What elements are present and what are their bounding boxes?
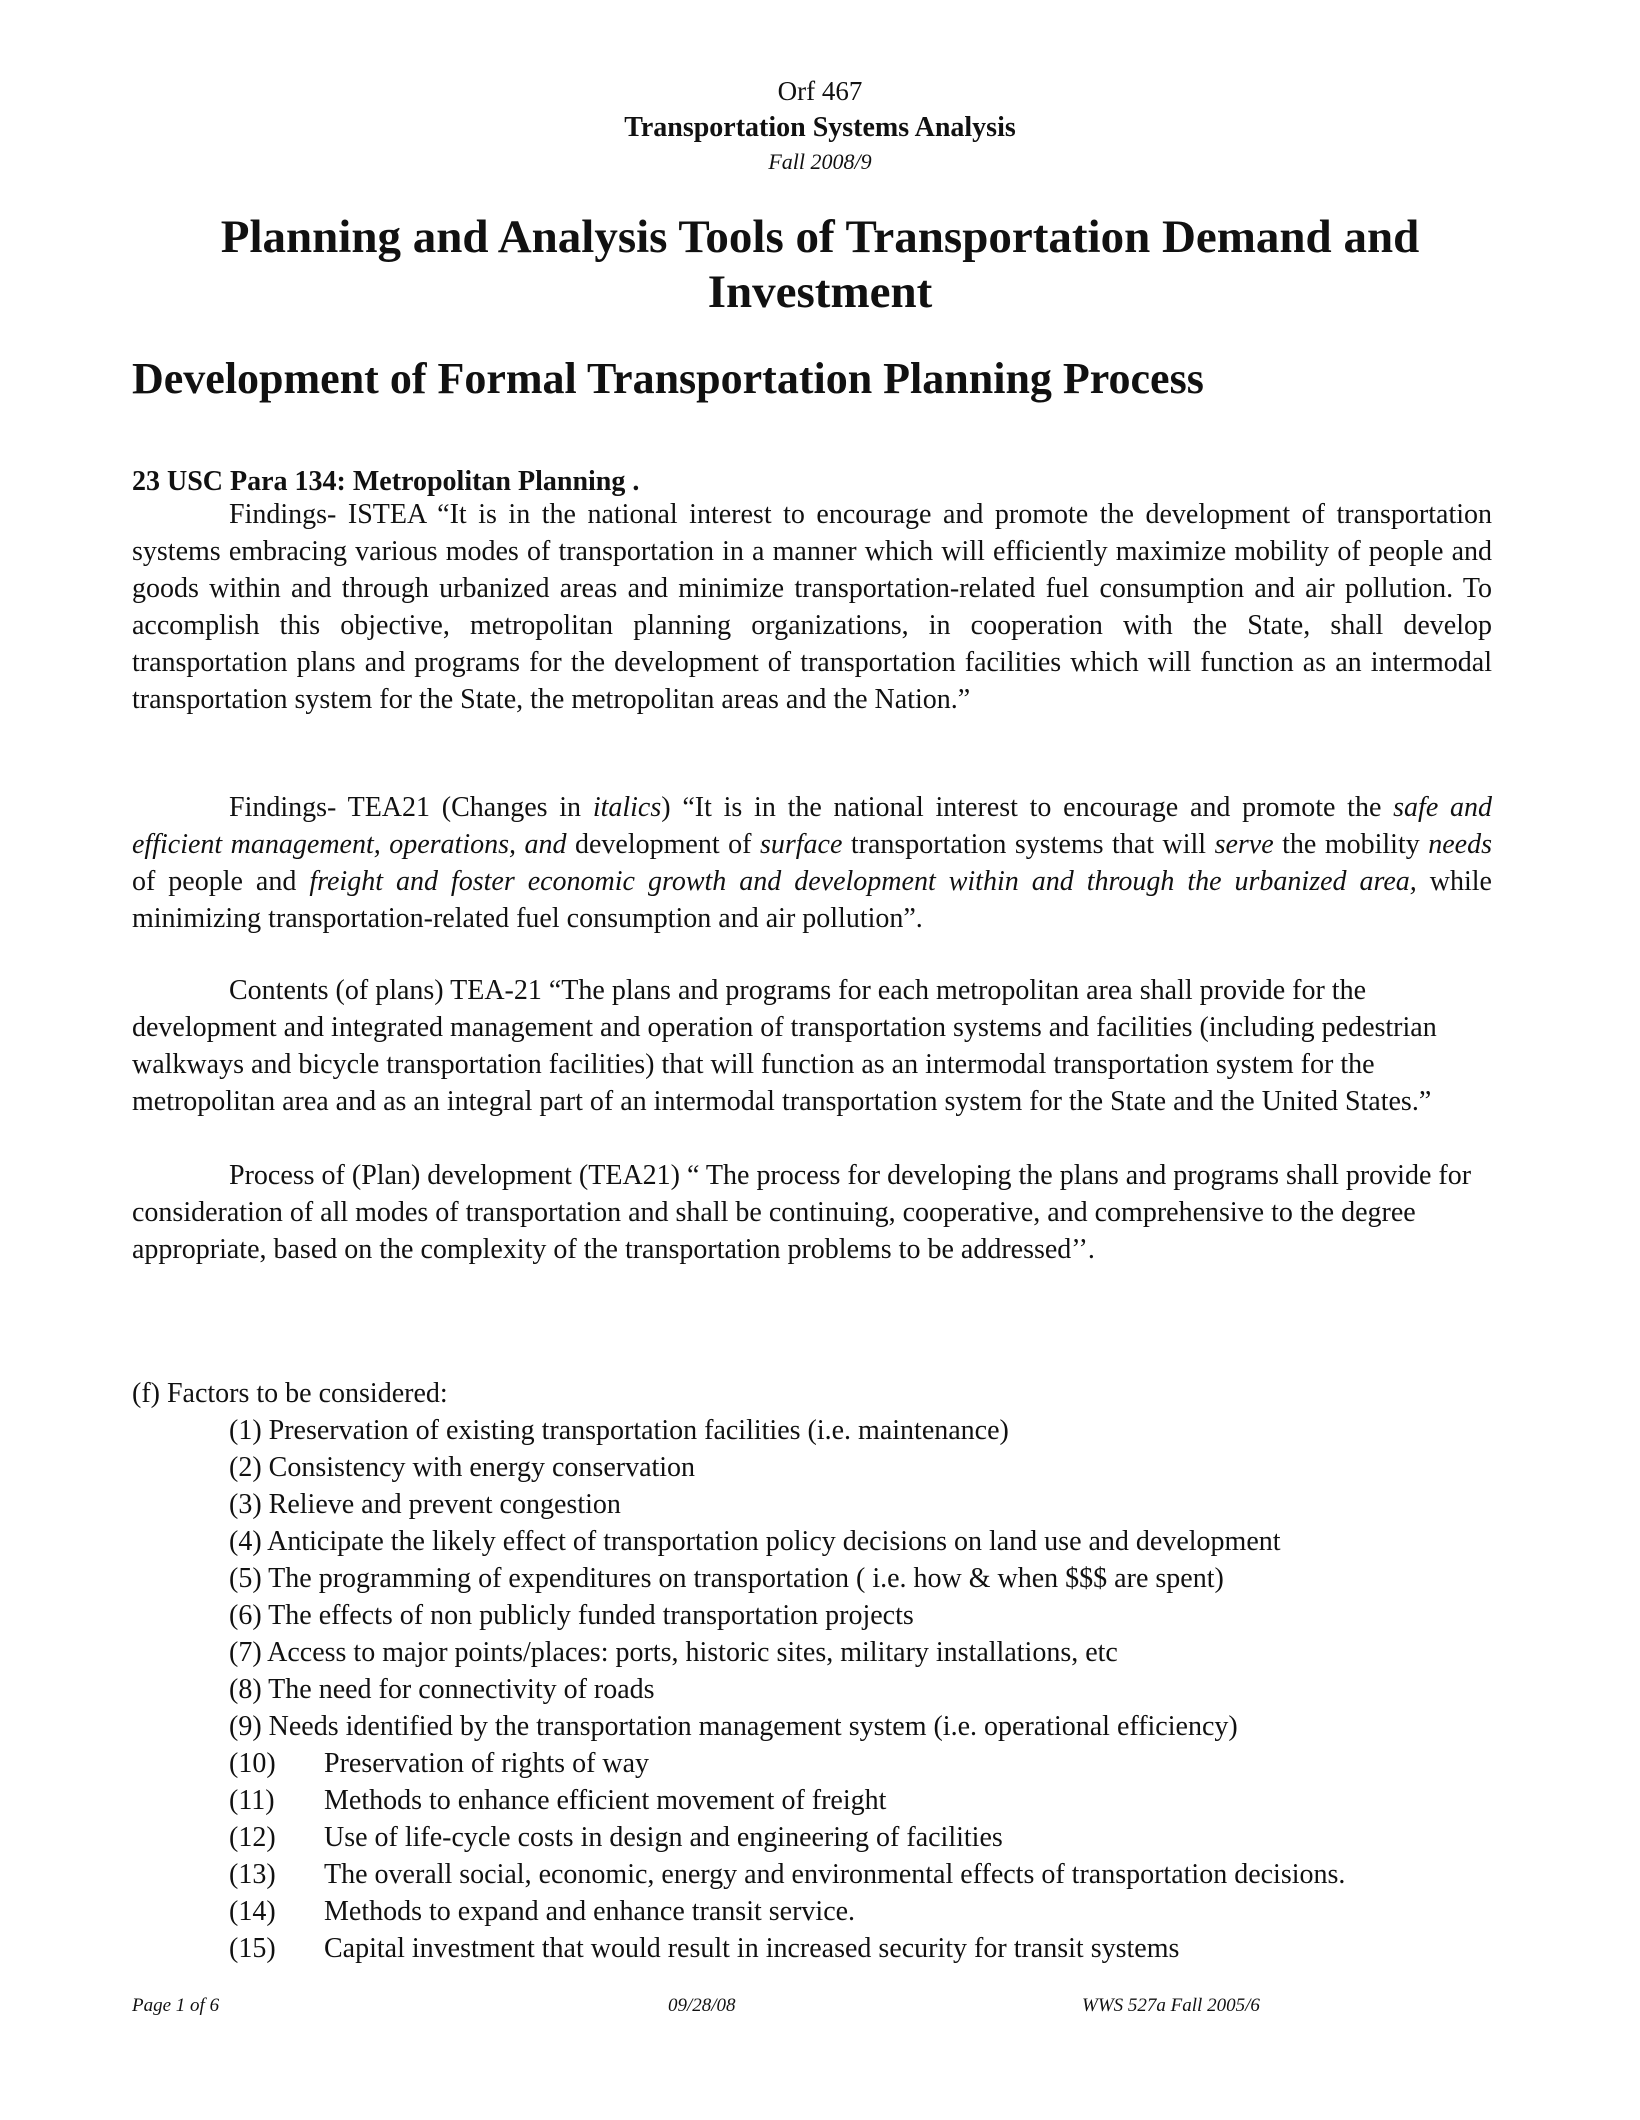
document-title	[0, 210, 1640, 320]
factor-text: Needs identified by the transportation management system (i.e. operational efficiency)	[268, 1711, 1238, 1742]
footer-page-number: Page 1 of 6	[132, 1995, 220, 2016]
factor-text: Preservation of existing transportation facilities (i.e. maintenance)	[268, 1415, 1009, 1446]
course-term: Fall 2008/9	[768, 149, 872, 174]
factor-text: Capital investment that would result in increased security for transit systems	[324, 1933, 1180, 1964]
factor-text: Methods to expand and enhance transit service.	[324, 1896, 856, 1927]
paragraph-tea21	[132, 789, 1492, 937]
text-run: of people and	[132, 866, 310, 897]
factor-item	[132, 1893, 1492, 1930]
factor-number: (11)	[229, 1785, 275, 1816]
factor-item	[132, 1449, 1492, 1486]
course-subject: Transportation Systems Analysis	[624, 112, 1016, 143]
paragraph-process-text: Process of (Plan) development (TEA21) “ The process for developing the plans and programs shall provide for consideration of all modes of transportation and shall be continuing, cooperative, and comprehensive to the degree appropriate, based on the complexity of the transportation problems to be addressed’’.	[132, 1160, 1472, 1265]
factor-text: The programming of expenditures on transportation ( i.e. how & when $$$ are spent)	[268, 1563, 1224, 1594]
paragraph-istea	[132, 496, 1492, 718]
document-title-line-2: Investment	[707, 266, 933, 318]
factors-list	[132, 1412, 1492, 1967]
text-run: transportation systems that will	[842, 829, 1215, 860]
text-run: ) “It is in the national interest to encourage and promote the	[661, 792, 1394, 823]
course-number: Orf 467	[777, 76, 863, 106]
factor-number: (4)	[229, 1526, 262, 1557]
footer-date: 09/28/08	[668, 1995, 736, 2016]
text-run: while minimizing transportation-related fuel consumption and air pollution”.	[132, 866, 1492, 934]
paragraph-tea21-text	[132, 789, 1492, 937]
factor-item	[132, 1486, 1492, 1523]
factor-number: (6)	[229, 1600, 262, 1631]
italic-run: freight and foster economic growth and development within and through the urbanized area,	[309, 866, 1417, 897]
factor-number: (1)	[229, 1415, 262, 1446]
factor-number: (12)	[229, 1822, 276, 1853]
paragraph-contents	[132, 972, 1492, 1120]
factors-heading: (f) Factors to be considered:	[132, 1378, 448, 1409]
text-run: development of	[566, 829, 760, 860]
factor-item	[132, 1745, 1492, 1782]
factor-item	[132, 1597, 1492, 1634]
factor-text: Use of life-cycle costs in design and engineering of facilities	[324, 1822, 1003, 1853]
factor-text: Consistency with energy conservation	[268, 1452, 696, 1483]
factor-text: Access to major points/places: ports, historic sites, military installations, etc	[267, 1637, 1118, 1668]
factor-number: (7)	[229, 1637, 262, 1668]
italic-run: safe and efficient management, operations, and	[132, 792, 1492, 860]
text-run: Findings- TEA21 (Changes in	[229, 792, 593, 823]
factor-item	[132, 1560, 1492, 1597]
document-title-line-1: Planning and Analysis Tools of Transportation Demand and	[220, 211, 1420, 263]
italic-run: needs	[1428, 829, 1492, 860]
footer-reference: WWS 527a Fall 2005/6	[1082, 1995, 1260, 2016]
paragraph-heading: 23 USC Para 134: Metropolitan Planning .	[132, 466, 640, 497]
italic-run: surface	[759, 829, 843, 860]
factor-number: (10)	[229, 1748, 276, 1779]
factor-item	[132, 1634, 1492, 1671]
factor-number: (15)	[229, 1933, 276, 1964]
factor-text: The effects of non publicly funded transportation projects	[268, 1600, 914, 1631]
factor-number: (9)	[229, 1711, 262, 1742]
italic-run: italics	[592, 792, 662, 823]
factor-number: (3)	[229, 1489, 262, 1520]
factor-item	[132, 1819, 1492, 1856]
factor-item	[132, 1708, 1492, 1745]
factor-text: Preservation of rights of way	[324, 1748, 650, 1779]
factor-item	[132, 1671, 1492, 1708]
paragraph-process	[132, 1157, 1492, 1268]
factor-number: (8)	[229, 1674, 262, 1705]
factors-section	[132, 1375, 1492, 1967]
italic-run: serve	[1214, 829, 1274, 860]
factor-text: The need for connectivity of roads	[268, 1674, 655, 1705]
factor-number: (5)	[229, 1563, 262, 1594]
paragraph-contents-text: Contents (of plans) TEA-21 “The plans and programs for each metropolitan area shall provide for the development and integrated management and operation of transportation systems and facilities (including pedestrian walkways and bicycle transportation facilities) that will function as an intermodal transportation system for the metropolitan area and as an integral part of an intermodal transportation system for the State and the United States.”	[132, 975, 1437, 1117]
text-run: the mobility	[1273, 829, 1429, 860]
factor-item	[132, 1523, 1492, 1560]
factor-text: The overall social, economic, energy and environmental effects of transportation decisions.	[324, 1859, 1346, 1890]
factor-number: (2)	[229, 1452, 262, 1483]
factor-item	[132, 1782, 1492, 1819]
factor-item	[132, 1412, 1492, 1449]
factor-text: Relieve and prevent congestion	[268, 1489, 621, 1520]
section-title: Development of Formal Transportation Planning Process	[132, 354, 1204, 403]
factor-item	[132, 1856, 1492, 1893]
factor-text: Methods to enhance efficient movement of freight	[324, 1785, 887, 1816]
factor-number: (14)	[229, 1896, 276, 1927]
paragraph-istea-text: Findings- ISTEA “It is in the national interest to encourage and promote the development of transportation systems embracing various modes of transportation in a manner which will efficiently maximize mobility of people and goods within and through urbanized areas and minimize transportation-related fuel consumption and air pollution. To accomplish this objective, metropolitan planning organizations, in cooperation with the State, shall develop transportation plans and programs for the development of transportation facilities which will function as an intermodal transportation system for the State, the metropolitan areas and the Nation.”	[132, 499, 1492, 715]
factor-number: (13)	[229, 1859, 276, 1890]
factor-item	[132, 1930, 1492, 1967]
factor-text: Anticipate the likely effect of transportation policy decisions on land use and development	[267, 1526, 1281, 1557]
